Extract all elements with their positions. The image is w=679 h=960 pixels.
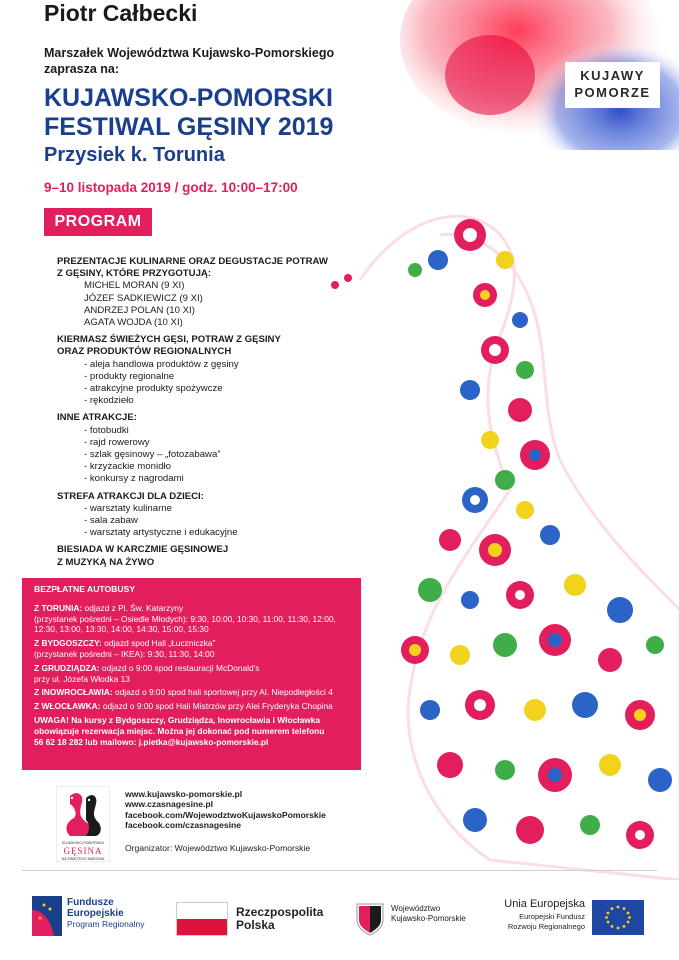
list-item: - warsztaty artystyczne i edukacyjne [84, 527, 238, 539]
ue-line1: Unia Europejska [504, 898, 585, 910]
attractions-list [57, 425, 357, 486]
polish-flag-icon [176, 902, 228, 936]
list-item: ANDRZEJ POLAN (10 XI) [84, 304, 195, 316]
bus-grudziadz [34, 663, 351, 685]
bus-torun-line1: odjazd z Pl. Św. Katarzyny [82, 602, 184, 613]
section-title-feast [57, 544, 357, 568]
list-item: - konkursy z nagrodami [84, 473, 184, 485]
list-item: - aleja handlowa produktów z gęsiny [84, 358, 239, 370]
free-buses-box [22, 578, 361, 770]
rp-line2: Polska [236, 918, 275, 932]
gesina-logo-word: GĘSINA [63, 846, 103, 856]
market-list [57, 359, 357, 408]
kujawy-pomorze-brand-logo [565, 62, 660, 108]
rp-line1: Rzeczpospolita [236, 905, 324, 919]
bus-bydgoszcz-line1: odjazd spod Hali „Łuczniczka” [101, 638, 216, 649]
eu-flag-icon [592, 900, 644, 935]
footer-divider [22, 870, 657, 871]
program-badge: PROGRAM [44, 208, 152, 236]
bus-torun-label: Z TORUNIA: [34, 602, 83, 613]
wojewodztwo-coat-of-arms-icon [355, 902, 385, 936]
section-title-tastings [57, 256, 357, 280]
bus-inowroclaw-line1: odjazd o 9:00 spod hali sportowej przy Al. Niepodległości 4 [112, 687, 333, 698]
bus-inowroclaw-label: Z INOWROCŁAWIA: [34, 687, 113, 698]
list-item: AGATA WOJDA (10 XI) [84, 317, 183, 329]
festival-title-line1: KUJAWSKO-POMORSKI [44, 84, 333, 112]
festival-title-line2: FESTIWAL GĘSINY 2019 [44, 113, 334, 141]
gesina-logo-line1: KUJAWSKO-POMORSKA [62, 841, 104, 845]
links-list [125, 789, 326, 831]
list-item: - sala zabaw [84, 515, 138, 527]
fundusze-europejskie-icon [32, 896, 62, 936]
festival-location: Przysiek k. Torunia [44, 144, 225, 166]
ue-line2: Europejski Fundusz [519, 912, 585, 921]
list-item: - atrakcyjne produkty spożywcze [84, 383, 223, 395]
list-item: - fotobudki [84, 424, 129, 436]
unia-europejska-text [480, 899, 585, 932]
fe-line2: Europejskie [67, 908, 124, 919]
list-item: MICHEL MORAN (9 XI) [84, 280, 185, 292]
bus-torun-line2: (przystanek pośredni – Osiedle Młodych): 9:30, 10:00, 10:30, 11:00, 11:30, 12:00, [34, 613, 336, 624]
kids-list [57, 503, 357, 540]
bus-bydgoszcz-label: Z BYDGOSZCZY: [34, 638, 102, 649]
bus-wloclawek-line1: odjazd o 9:00 spod Hali Mistrzów przy Alei Fryderyka Chopina [100, 701, 333, 712]
bus-inowroclaw [34, 687, 351, 698]
note-line3: 56 62 18 282 lub mailowo: j.pietka@kujawsko-pomorskie.pl [34, 736, 269, 747]
bus-grudziadz-label: Z GRUDZIĄDZA: [34, 662, 100, 673]
ue-line3: Rozwoju Regionalnego [507, 922, 585, 931]
list-item: - rajd rowerowy [84, 436, 150, 448]
program-list [57, 254, 357, 569]
festival-title [44, 84, 333, 142]
link-website[interactable]: www.kujawsko-pomorskie.pl [125, 789, 243, 799]
chefs-list [57, 280, 357, 329]
list-item: - produkty regionalne [84, 370, 175, 382]
bus-bydgoszcz-line2: (przystanek pośredni – IKEA): 9:30, 11:30, 14:00 [34, 648, 215, 659]
wojewodztwo-text [391, 904, 466, 923]
bus-wloclawek [34, 701, 351, 712]
host-role: Marszałek Województwa Kujawsko-Pomorskiego [44, 46, 335, 60]
list-item: - rękodzieło [84, 395, 134, 407]
festival-date: 9–10 listopada 2019 / godz. 10:00–17:00 [44, 180, 298, 195]
section-title-market [57, 334, 357, 358]
link-facebook-czasnagesine[interactable]: facebook.com/czasnagesine [125, 820, 242, 831]
feast-title-line1: BIESIADA W KARCZMIE GĘSINOWEJ [57, 544, 229, 556]
woj-line2: Kujawsko-Pomorskie [391, 913, 466, 923]
feast-title-line2: Z MUZYKĄ NA ŻYWO [57, 556, 155, 568]
list-item: - szlak gęsinowy – „fotozabawa” [84, 449, 221, 461]
tastings-title-line1: PREZENTACJE KULINARNE ORAZ DEGUSTACJE POTRAW [57, 256, 328, 267]
note-line2: obowiązuje rezerwacja miejsc. Można jej dokonać pod numerem telefonu [34, 725, 325, 736]
bus-wloclawek-label: Z WŁOCŁAWKA: [34, 701, 101, 712]
woj-line1: Województwo [391, 904, 441, 913]
fe-line1: Fundusze [67, 897, 114, 908]
link-facebook-wojewodztwo[interactable]: facebook.com/WojewodztwoKujawskoPomorskie [125, 809, 326, 820]
bus-torun [34, 603, 351, 635]
list-item: - krzyżackie monidło [84, 461, 171, 473]
bus-torun-line3: 12:30, 13:00, 13:30, 14:00, 14:30, 15:00, 15:30 [34, 624, 209, 635]
brand-line1: KUJAWY [580, 68, 645, 83]
market-title-line2: ORAZ PRODUKTÓW REGIONALNYCH [57, 346, 232, 358]
bus-grudziadz-line1: odjazd o 9:00 spod restauracji McDonald's [99, 662, 260, 673]
invitation-text: zaprasza na: [44, 62, 120, 76]
section-title-attractions: INNE ATRAKCJE: [57, 412, 137, 424]
bus-bydgoszcz [34, 638, 351, 660]
gesina-logo-text [56, 840, 110, 863]
market-title-line1: KIERMASZ ŚWIEŻYCH GĘSI, POTRAW Z GĘSINY [57, 334, 281, 346]
rzeczpospolita-text [236, 906, 323, 932]
bus-grudziadz-line2: przy ul. Józefa Włodka 13 [34, 673, 130, 684]
buses-title: BEZPŁATNE AUTOBUSY [34, 584, 136, 594]
list-item: JÓZEF SADKIEWICZ (9 XI) [84, 292, 203, 304]
brand-line2: POMORZE [574, 85, 651, 100]
gesina-logo-line3: NA ŚWIĘTEGO MARCINA [61, 857, 105, 861]
fundusze-europejskie-text [67, 897, 144, 930]
link-czasnagesine[interactable]: www.czasnagesine.pl [125, 799, 214, 810]
section-title-kids: STREFA ATRAKCJI DLA DZIECI: [57, 490, 204, 502]
folk-goose-illustration [320, 190, 679, 880]
host-name: Piotr Całbecki [44, 0, 198, 26]
note-line1: UWAGA! Na kursy z Bydgoszczy, Grudziądza, Inowrocławia i Włocławka [34, 714, 321, 725]
fe-line3: Program Regionalny [67, 919, 145, 929]
tastings-title-line2: Z GĘSINY, KTÓRE PRZYGOTUJĄ: [57, 268, 212, 280]
organizer-text: Organizator: Województwo Kujawsko-Pomorskie [125, 843, 311, 853]
reservation-note [34, 715, 351, 747]
list-item: - warsztaty kulinarne [84, 502, 172, 514]
